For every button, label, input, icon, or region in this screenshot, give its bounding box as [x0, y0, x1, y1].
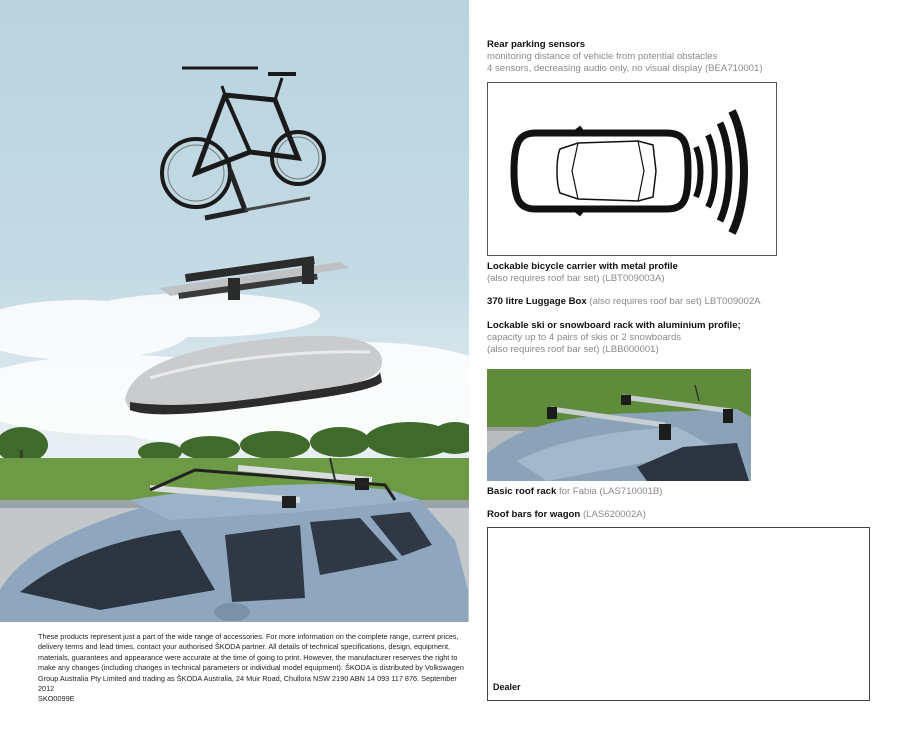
roof-bars-section	[487, 509, 646, 521]
roof-rack-title: Basic roof rack	[487, 486, 557, 497]
ski-rack-image	[160, 256, 350, 300]
bicycle-carrier-title: Lockable bicycle carrier with metal profile	[487, 261, 678, 272]
bicycle-carrier-note: (also requires roof bar set) (LBT009003A)	[487, 273, 665, 284]
roof-bars-note: (LAS620002A)	[582, 509, 646, 520]
parking-sensors-title: Rear parking sensors	[487, 39, 586, 50]
roof-bars-title: Roof bars for wagon	[487, 509, 581, 520]
accessories-illustration	[0, 0, 469, 622]
luggage-box-section	[487, 296, 761, 308]
car-top-view-icon	[488, 83, 776, 255]
ski-rack-line1: capacity up to 4 pairs of skis or 2 snowboards	[487, 332, 682, 343]
roof-rack-section	[487, 486, 662, 498]
disclaimer-line: delivery terms and lead times, contact your authorised ŠKODA partner. All details of technical specifications, design, equipment,	[38, 642, 451, 652]
bicycle-carrier-image	[162, 68, 324, 218]
roof-rack-note: for Fabia (LAS710001B)	[559, 486, 663, 497]
ski-rack-title: Lockable ski or snowboard rack with aluminium profile;	[487, 320, 741, 331]
disclaimer-line: materials, guarantees and appearance were accurate at the time of going to print. However, the manufacturer reserves the right to	[38, 652, 458, 662]
parking-sensors-line1: monitoring distance of vehicle from potential obstacles	[487, 51, 718, 62]
disclaimer-line: These products represent just a part of the wide range of accessories. For more information on the complete range, current prices,	[38, 632, 459, 641]
luggage-box-title: 370 litre Luggage Box	[487, 296, 587, 307]
luggage-box-note: (also requires roof bar set) LBT009002A	[589, 296, 761, 307]
bicycle-carrier-section	[487, 261, 678, 285]
ski-rack-section	[487, 320, 741, 356]
parking-sensors-section	[487, 39, 763, 75]
roof-rack-image	[487, 369, 751, 481]
dealer-box	[487, 527, 870, 701]
hero-image	[0, 0, 469, 622]
disclaimer-line: Group Australia Pty Limited and trading as ŠKODA Australia, 24 Muir Road, Chullora NSW 2190 ABN 14 093 117 876. September 2012	[38, 673, 457, 694]
dealer-label: Dealer	[493, 682, 521, 692]
disclaimer-line: SKO0099E	[38, 694, 75, 704]
disclaimer-text	[38, 632, 468, 705]
parking-sensors-line2: 4 sensors, decreasing audio only, no visual display (BEA710001)	[487, 63, 763, 74]
disclaimer-line: make any changes (including changes in technical parameters or individual model equipment). ŠKODA is distributed by Volkswagen	[38, 663, 464, 673]
ski-rack-line2: (also requires roof bar set) (LBB000001)	[487, 344, 659, 355]
roof-rack-photo	[487, 369, 751, 481]
parking-sensor-diagram	[487, 82, 777, 256]
